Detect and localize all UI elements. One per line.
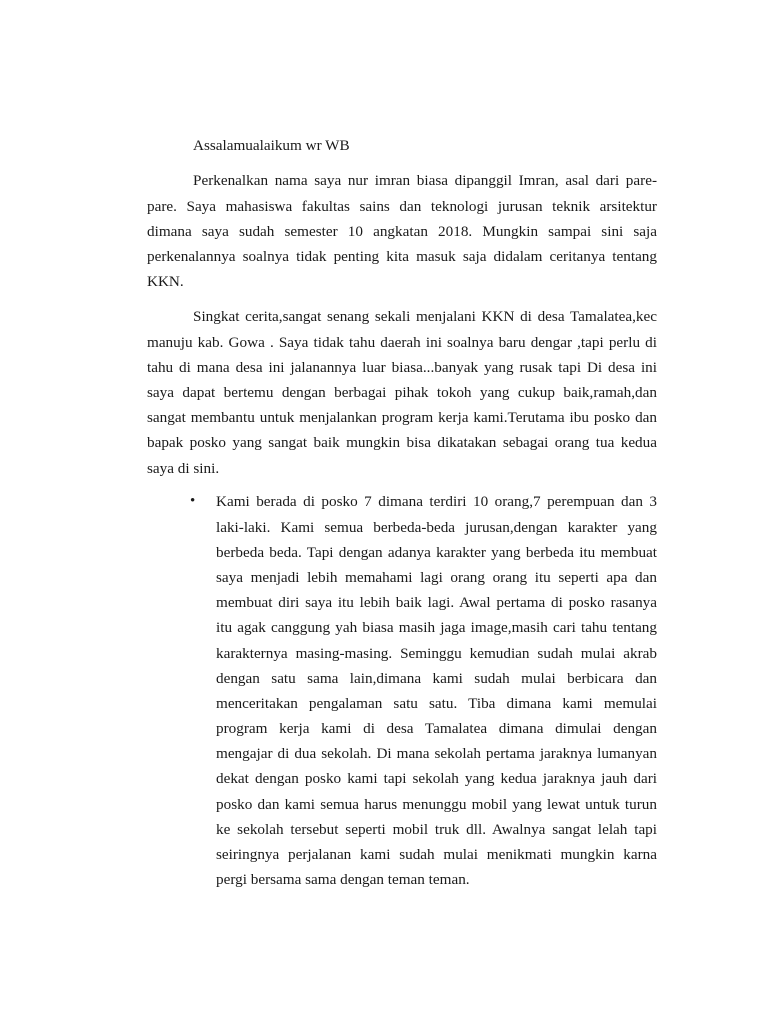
bullet-line: dengan satu sama lain,dimana kami sudah mulai berbicara dan [216, 669, 657, 687]
bullet-line: Kami berada di posko 7 dimana terdiri 10 orang,7 perempuan dan 3 [216, 493, 657, 511]
greeting [147, 133, 657, 158]
bullet-line: karakternya masing-masing. Seminggu kemudian sudah mulai akrab [216, 644, 657, 662]
paragraph-line: Perkenalkan nama saya nur imran biasa dipanggil Imran, asal dari pare- [193, 172, 657, 190]
bullet-line: program kerja kami di desa Tamalatea dimana dimulai dengan [216, 720, 657, 738]
bullet-line: itu agak canggung yah biasa masih jaga image,masih cari tahu tentang [216, 619, 657, 637]
bullet-line: berbeda beda. Tapi dengan adanya karakter yang berbeda itu membuat [216, 543, 657, 561]
paragraph-line: sangat membantu untuk menjalankan program kerja kami.Terutama ibu posko dan [147, 409, 657, 427]
paragraph-story [147, 304, 657, 480]
paragraph-line: tahu di mana desa ini jalanannya luar biasa...banyak yang rusak tapi Di desa ini [147, 358, 657, 376]
bullet-line: mengajar di dua sekolah. Di mana sekolah pertama jaraknya lumanyan [216, 745, 657, 763]
paragraph-line: bapak posko yang sangat baik mungkin bisa dikatakan sebagai orang tua kedua [147, 434, 657, 452]
paragraph-line: perkenalannya soalnya tidak penting kita masuk saja didalam ceritanya tentang [147, 247, 657, 265]
greeting-line: Assalamualaikum wr WB [193, 137, 350, 155]
paragraph-line: Singkat cerita,sangat senang sekali menjalani KKN di desa Tamalatea,kec [193, 308, 657, 326]
paragraph-line: saya di sini. [147, 459, 220, 477]
paragraph-line: saya dapat bertemu dengan berbagai pihak tokoh yang cukup baik,ramah,dan [147, 383, 657, 401]
bullet-line: saya menjadi lebih memahami lagi orang orang itu seperti apa dan [216, 568, 657, 586]
bullet-line: posko dan kami semua harus menunggu mobil yang lewat untuk turun [216, 795, 657, 813]
paragraph-line: manuju kab. Gowa . Saya tidak tahu daerah ini soalnya baru dengar ,tapi perlu di [147, 333, 657, 351]
paragraph-line: dimana saya sudah semester 10 angkatan 2018. Mungkin sampai sini saja [147, 222, 657, 240]
bullet-line: menceritakan pengalaman satu satu. Tiba dimana kami memulai [216, 694, 657, 712]
bullet-line: seiringnya perjalanan kami sudah mulai menikmati mungkin karna [216, 846, 657, 864]
bullet-line: laki-laki. Kami semua berbeda-beda jurusan,dengan karakter yang [216, 518, 657, 536]
bullet-line: dekat dengan posko kami tapi sekolah yang kedua jaraknya jauh dari [216, 770, 657, 788]
paragraph-introduction [147, 168, 657, 294]
bullet-line: membuat diri saya itu lebih baik lagi. Awal pertama di posko rasanya [216, 594, 657, 612]
bullet-icon: • [190, 493, 196, 510]
bullet-item [216, 489, 657, 892]
paragraph-line: pare. Saya mahasiswa fakultas sains dan teknologi jurusan teknik arsitektur [147, 197, 657, 215]
paragraph-line: KKN. [147, 273, 184, 291]
bullet-line: ke sekolah tersebut seperti mobil truk dll. Awalnya sangat lelah tapi [216, 820, 657, 838]
bullet-line: pergi bersama sama dengan teman teman. [216, 871, 470, 889]
